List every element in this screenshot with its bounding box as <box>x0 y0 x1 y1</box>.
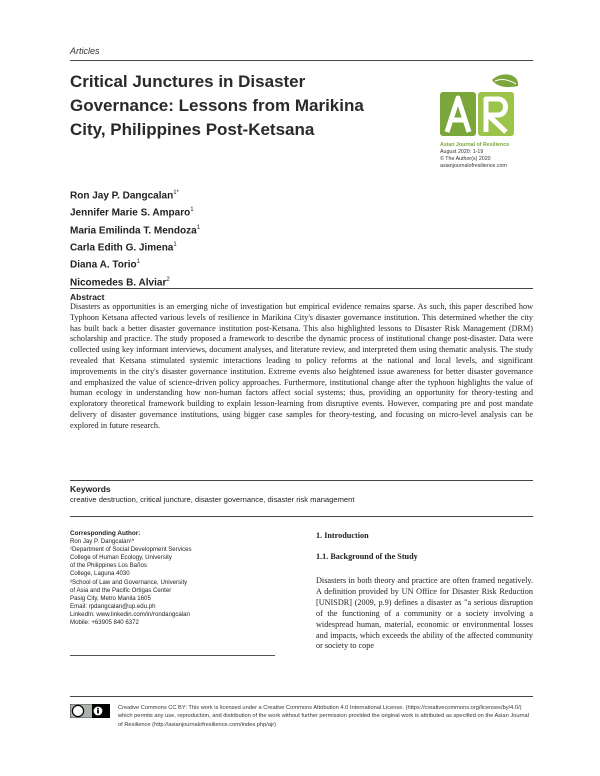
subsection-heading: 1.1. Background of the Study <box>316 552 418 561</box>
abstract-rule <box>70 288 533 289</box>
license-rule <box>70 696 533 697</box>
journal-site: asianjournalofresilience.com <box>440 163 507 169</box>
author: Ron Jay P. Dangcalan$^{1*}$ <box>70 190 179 202</box>
corresponding-author <box>70 530 290 627</box>
corr-line: of Asia and the Pacific Ortigas Center <box>70 586 172 594</box>
corr-line: College, Laguna 4030 <box>70 570 130 578</box>
corresponding-label: Corresponding Author: <box>70 530 141 537</box>
abstract-heading: Abstract <box>70 292 105 302</box>
corr-email[interactable]: Email: rpdangcalan@up.edu.ph <box>70 602 156 610</box>
author: Maria Emilinda T. Mendoza$^1$ <box>70 224 201 236</box>
author: Jennifer Marie S. Amparo$^1$ <box>70 207 194 219</box>
corr-line: ¹Department of Social Development Services <box>70 546 192 554</box>
corr-line: of the Philippines Los Baños <box>70 562 147 570</box>
author: Nicomedes B. Alviar$^2$ <box>70 276 170 288</box>
corr-line: Ron Jay P. Dangcalan¹* <box>70 538 135 546</box>
author: Diana A. Torio$^1$ <box>70 259 141 271</box>
keywords-bottom-rule <box>70 516 533 517</box>
journal-copyright: © The Author(s) 2020 <box>440 156 491 162</box>
license-text: Creative Commons CC BY: This work is licensed under a Creative Commons Attribution 4.0 International License. (https://creativecommons.org/licenses/by/4.0/) which permits any use, reproduction, and distribution of the work without further permission provided the original work is attributed as specified on the Asian Journal of Resilience (http://asianjournalofresilience.com/index.php/ajr) <box>118 705 529 728</box>
article-title: Critical Junctures in Disaster Governance: Lessons from Marikina City, Philippines Post-Ketsana <box>70 72 364 139</box>
corr-line: ²School of Law and Governance, University <box>70 578 188 586</box>
corresponding-rule <box>70 655 275 656</box>
abstract-text: Disasters as opportunities is an emerging niche of investigation but empirical evidence remains sparse. As such, this paper described how Typhoon Ketsana affected various levels of resilience in Marikina City's disaster governance institution. This determined whether the city has built back a better disaster governance institution post-Ketsana. This also highlighted lessons to Disaster Risk Management (DRM) scholarship and practice. The study proposed a framework to describe the dynamic process of institutional change post-disaster. Data were collected using key informant interviews, document analyses, and literature review, and interpreted them using thematic analysis. The study revealed that Ketsana stimulated systemic interactions leading to policy reforms at the national and local levels, and significant improvements in the city's disaster governance institution. Extreme events also heightened issue awareness for better disaster governance and emphasized the value of science-driven policy approaches. Furthermore, institutional change after the typhoon highlights the value of human ecology in understanding how non-human factors affect social systems; thus, providing an opportunity for theory-testing and exploratory theoretical framework building to explain lesson-learning from disruptive events. However, comparing pre and post mandate delivery of disaster governance institutions, using bigger case samples for theory-testing, and focusing on micro-level analysis can be explored in future research. <box>70 302 533 430</box>
cc-by-badge <box>70 704 110 718</box>
journal-meta <box>440 142 509 170</box>
journal-issue: August 2020: 1-19 <box>440 149 484 155</box>
keywords-rule <box>70 480 533 481</box>
intro-paragraph: Disasters in both theory and practice are often framed negatively. A definition provided by UN Office for Disaster Risk Reduction [UNISDR] (2009, p.9) defines a disaster as "a serious disruption of the functioning of a community or a society involving a widespread human, material, economic or environmental losses and impacts, which exceeds the ability of the affected community or society to cope <box>316 576 533 651</box>
author: Carla Edith G. Jimena$^1$ <box>70 241 177 254</box>
keywords-heading: Keywords <box>70 484 111 494</box>
author-list <box>70 186 200 290</box>
header-rule <box>70 60 533 61</box>
section-heading: 1. Introduction <box>316 531 369 540</box>
corr-mobile: Mobile: +63905 840 6372 <box>70 619 139 627</box>
section-label: Articles <box>70 46 100 56</box>
corr-linkedin[interactable]: LinkedIn: www.linkedin.com/in/rondangcalan <box>70 610 190 618</box>
journal-logo <box>432 72 522 142</box>
corr-line: College of Human Ecology, University <box>70 554 172 562</box>
corr-line: Pasig City, Metro Manila 1605 <box>70 594 151 602</box>
journal-name: Asian Journal of Resilience <box>440 142 510 148</box>
keywords-text: creative destruction, critical juncture, disaster governance, disaster risk management <box>70 495 355 504</box>
